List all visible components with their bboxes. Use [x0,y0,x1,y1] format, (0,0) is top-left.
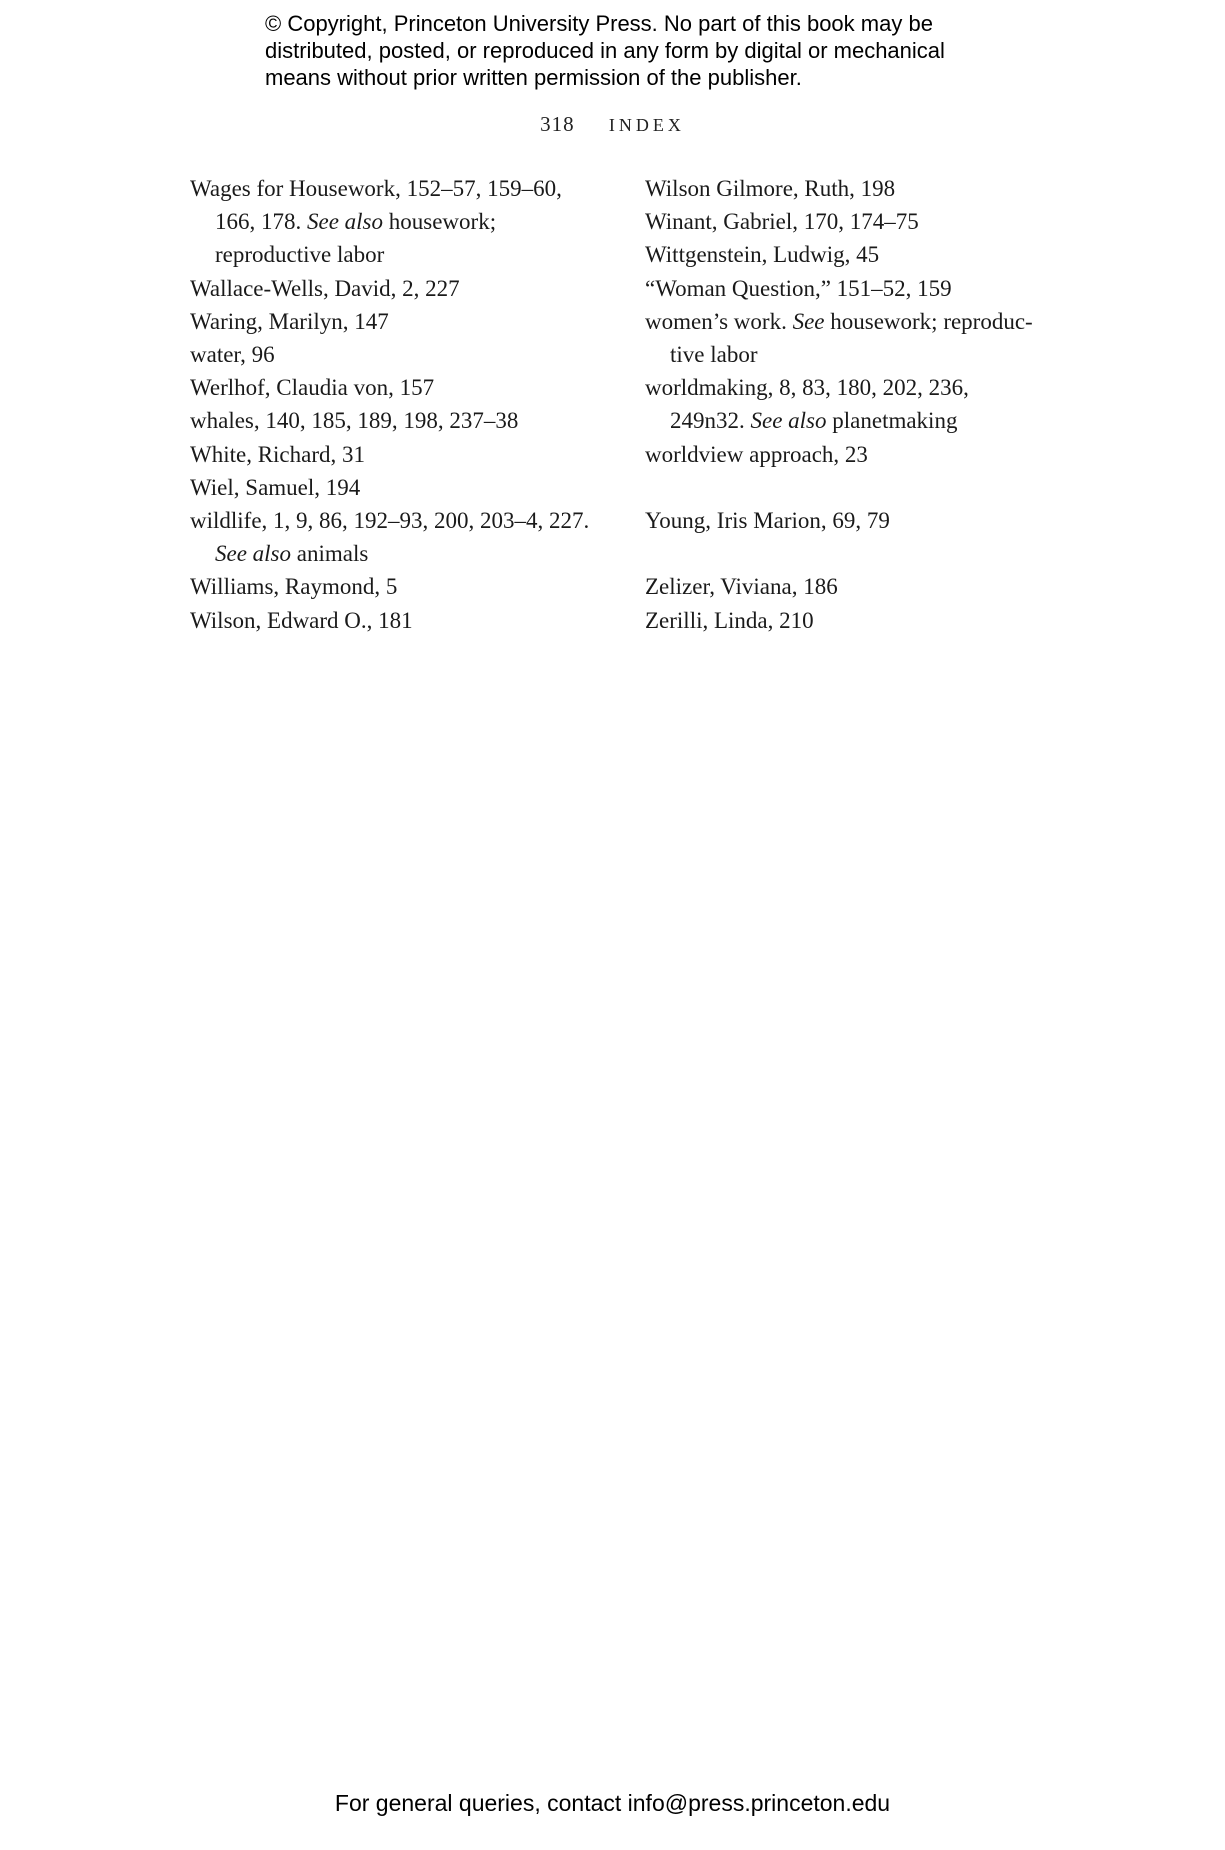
cross-reference-label: See also [215,541,292,567]
letter-group-gap [645,537,1045,570]
copyright-line-2: distributed, posted, or reproduced in any form by digital or mechanical [265,38,945,63]
index-entry: “Woman Question,” 151–52, 159 [645,275,952,301]
index-entry: Williams, Raymond, 5 [190,574,398,600]
index-entry: Young, Iris Marion, 69, 79 [645,508,890,534]
footer-contact: For general queries, contact info@press.princeton.edu [334,1790,891,1816]
entry-text: Wages for Housework, 152–57, 159–60, 166, 178. [190,176,562,235]
index-entry: Werlhof, Claudia von, 157 [190,375,435,401]
index-entry: whales, 140, 185, 189, 198, 237–38 [190,408,519,434]
entry-text: planetmaking [826,408,958,434]
index-entry: Waring, Marilyn, 147 [190,308,389,334]
index-entry [190,172,600,272]
entry-text: housework; reproduc-tive labor [670,308,1033,368]
index-entry: worldview approach, 23 [645,441,868,467]
index-entry [190,504,600,570]
index-entry: Winant, Gabriel, 170, 174–75 [645,209,919,235]
entry-text: women’s work. [645,308,793,334]
index-entry: Wilson Gilmore, Ruth, 198 [645,176,896,201]
index-entry [645,305,1045,371]
entry-text: worldmaking, 8, 83, 180, 202, 236, 249n32. [645,375,969,434]
entry-text: housework; reproductive labor [215,209,497,268]
copyright-line-1: © Copyright, Princeton University Press. No part of this book may be [265,11,933,36]
index-entry: Wilson, Edward O., 181 [190,607,413,633]
cross-reference-label: See [792,308,825,334]
index-entry [645,371,1045,437]
index-entry: water, 96 [190,342,275,368]
index-entry: Wallace-Wells, David, 2, 227 [190,275,460,301]
index-entry: White, Richard, 31 [190,441,366,467]
index-entry: Zerilli, Linda, 210 [645,607,814,633]
page-number: 318 [540,112,575,136]
copyright-line-3: means without prior written permission of the publisher. [265,65,802,90]
index-entry: Wiel, Samuel, 194 [190,474,361,500]
cross-reference-label: See also [307,209,384,235]
entry-text: animals [291,541,369,567]
index-column-right [645,172,1045,637]
entry-text: wildlife, 1, 9, 86, 192–93, 200, 203–4, 227. [190,508,590,534]
running-head [0,112,1225,137]
index-column-left [190,172,600,637]
index-entry: Wittgenstein, Ludwig, 45 [645,242,880,268]
cross-reference-label: See also [750,408,827,434]
letter-group-gap [645,471,1045,504]
section-title: INDEX [608,115,685,135]
index-entry: Zelizer, Viviana, 186 [645,574,838,600]
copyright-notice [265,10,1025,91]
